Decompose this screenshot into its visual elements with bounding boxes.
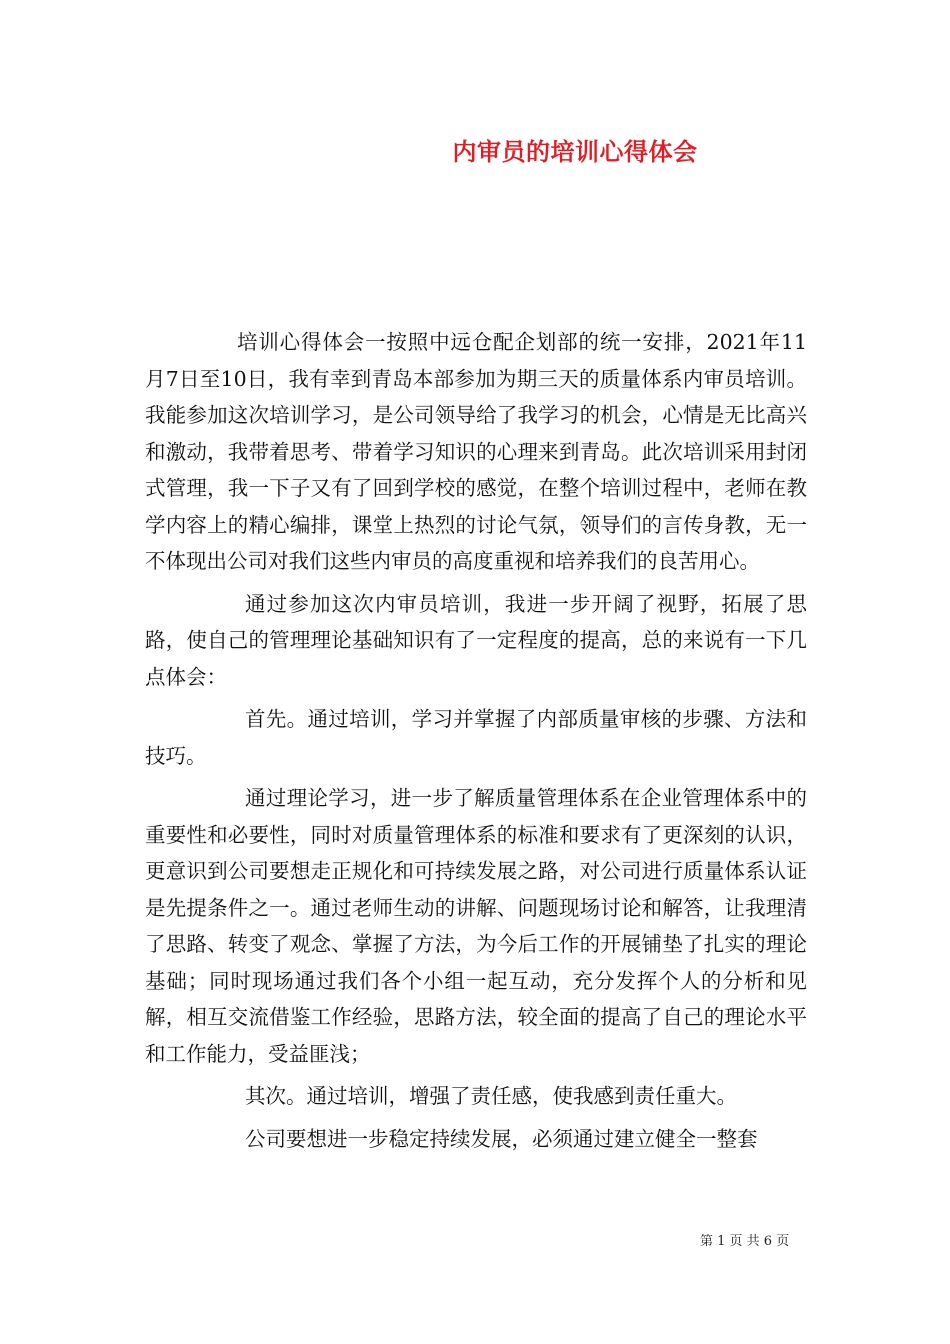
page-number: 第 1 页 共 6 页 [700, 1234, 790, 1249]
paragraph: 其次。通过培训，增强了责任感，使我感到责任重大。 [245, 1084, 737, 1108]
paragraph: 通过参加这次内审员培训，我进一步开阔了视野，拓展了思路，使自己的管理理论基础知识有了一定程度的提高，总的来说有一下几点体会： [145, 591, 807, 689]
paragraph: 培训心得体会一按照中远仓配企划部的统一安排，2021年11月7日至10日，我有幸到青岛本部参加为期三天的质量体系内审员培训。我能参加这次培训学习，是公司领导给了我学习的机会，心情是无比高兴和激动，我带着思考、带着学习知识的心理来到青岛。此次培训采用封闭式管理，我一下子又有了回到学校的感觉，在整个培训过程中，老师在教学内容上的精心编排，课堂上热烈的讨论气氛，领导们的言传身教，无一不体现出公司对我们这些内审员的高度重视和培养我们的良苦用心。 [145, 330, 807, 573]
paragraph: 公司要想进一步稳定持续发展，必须通过建立健全一整套 [245, 1126, 758, 1151]
document-title: 内审员的培训心得体会 [452, 137, 698, 166]
paragraph: 首先。通过培训，学习并掌握了内部质量审核的步骤、方法和技巧。 [145, 707, 807, 768]
paragraph: 通过理论学习，进一步了解质量管理体系在企业管理体系中的重要性和必要性，同时对质量管理体系的标准和要求有了更深刻的认识，更意识到公司要想走正规化和可持续发展之路，对公司进行质量体系认证是先提条件之一。通过老师生动的讲解、问题现场讨论和解答，让我理清了思路、转变了观念、掌握了方法，为今后工作的开展铺垫了扎实的理论基础；同时现场通过我们各个小组一起互动，充分发挥个人的分析和见解，相互交流借鉴工作经验，思路方法，较全面的提高了自己的理论水平和工作能力，受益匪浅； [145, 786, 807, 1066]
document-body [145, 324, 807, 1163]
